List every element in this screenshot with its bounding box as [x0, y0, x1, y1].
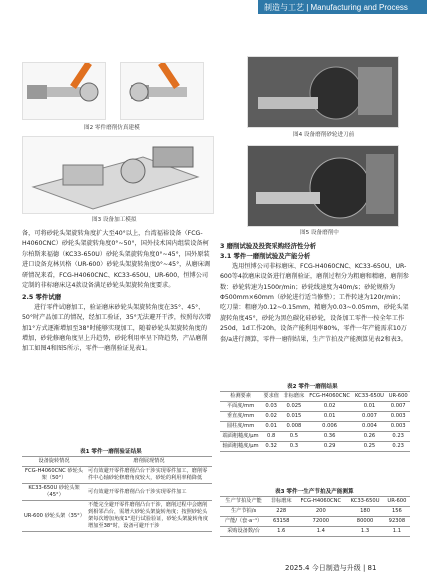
table-cell: 0.003: [386, 412, 410, 422]
table-cell: 1.4: [295, 527, 346, 537]
table-cell: 228: [267, 507, 295, 517]
table-2-header: FCG-H4060CNC: [307, 392, 353, 402]
fig4-drawing: [248, 57, 398, 127]
table-row: [220, 412, 410, 422]
header-title: 制造与工艺 | Manufacturing and Process: [264, 3, 408, 12]
fig2-right-drawing: [121, 63, 203, 119]
table-2-header: KC33-650U: [353, 392, 387, 402]
right-paragraph-1: 选用恒博公司非标磨床、FCG-H4060CNC、KC33-650U、UR-600等4款磨床设备进行磨削验证，磨削过程分为粗磨和精磨，磨削参数：砂轮转速为1500r/min；砂轮线速度为40m/s；砂轮规格为Φ500mm×60mm（砂轮进行适当修整）；工件转速为120r/min；吃刀量：粗磨为0.12~0.15mm，精磨为0.03~0.05mm，砂轮头架旋转角度45°，砂轮为黑色碳化硅砂轮，设备加工零件一按全年工作250d，1d工作20h，设备产能利用率80%，零件一年产能需求10万套/a进行测算，零件一磨削结果，生产节拍及产能测算见表2和表3。: [220, 262, 409, 343]
figure-2-caption: 图2 零件磨削仿真建模: [84, 125, 140, 131]
table-3-header: FCG-H4060CNC: [295, 497, 346, 507]
table-cell: 0.02: [307, 402, 353, 412]
table-cell: 0.004: [353, 422, 387, 432]
table-cell: 0.23: [386, 432, 410, 442]
table-row: [220, 527, 410, 537]
table-cell: 0.26: [353, 432, 387, 442]
table-2-header: 非标磨床: [281, 392, 306, 402]
table-cell: 72000: [295, 517, 346, 527]
table-3-header: 生产节拍及产能: [220, 497, 267, 507]
table-3-header-row: [220, 497, 410, 507]
table-cell: 0.3: [281, 442, 306, 452]
table-1-title: 表1 零件一磨削验证结果: [80, 449, 142, 455]
figure-2-image-right: [120, 62, 204, 120]
table-cell: 端面粗糙度/μm: [220, 432, 261, 442]
table-1: [22, 456, 212, 532]
section-3-1-heading: 3.1 零件一磨削试验及产能分析: [220, 252, 311, 261]
table-cell: 0.01: [261, 422, 281, 432]
table-cell: 0.007: [386, 402, 410, 412]
table-cell: 0.008: [281, 422, 306, 432]
figure-4-image: [247, 56, 399, 128]
table-cell: 0.007: [353, 412, 387, 422]
figure-2-image-left: [22, 62, 106, 120]
table-3-title: 表3 零件一生产节拍及产能测算: [275, 489, 354, 495]
table-cell: 0.003: [386, 422, 410, 432]
table-cell: 采购设备数/台: [220, 527, 267, 537]
table-cell: 轴面粗糙度/μm: [220, 442, 261, 452]
left-paragraph-2: 进行零件试磨加工，验证磨床砂轮头架旋转角度在35°、45°、50°时产品加工的情况，经加工验证，35°无法避开干涉，按照每次增加1°方式逐渐增加至38°时能够实现加工，随着砂轮头架旋转角度的增加，砂轮修磨角度呈上升趋势，砂轮利用率呈下降趋势，产品磨削加工如图4和图5所示，零件一磨削验证见表1。: [22, 303, 211, 353]
table-2-header-row: [220, 392, 410, 402]
table-cell: 0.015: [281, 412, 306, 422]
table-2-header: 要求值: [261, 392, 281, 402]
table-row: [22, 484, 212, 501]
table-cell: UR-600 砂轮头架（35°）: [22, 501, 86, 532]
table-cell: 可有效避开零件磨削凸台干涉实现零件加工，磨削零件中心轴砂轮修磨角度较大，砂轮的利用率稍降低: [86, 467, 212, 484]
table-cell: 平面度/mm: [220, 402, 261, 412]
table-row: [220, 402, 410, 412]
table-2-header: UR-600: [386, 392, 410, 402]
table-cell: 0.02: [261, 412, 281, 422]
table-2: [220, 391, 410, 452]
table-2-title: 表2 零件一磨削结果: [287, 384, 338, 390]
table-cell: 0.29: [307, 442, 353, 452]
table-3-header: UR-600: [384, 497, 410, 507]
table-cell: 0.8: [261, 432, 281, 442]
fig2-left-drawing: [23, 63, 105, 119]
table-1-header: 设备旋转情况: [22, 457, 86, 467]
table-cell: 0.5: [281, 432, 306, 442]
table-row: [220, 422, 410, 432]
table-cell: 生产节拍/s: [220, 507, 267, 517]
table-cell: 156: [384, 507, 410, 517]
section-3-heading: 3 磨削试验及投资采购经济性分析: [220, 242, 317, 250]
figure-3-caption: 图3 设备加工模拟: [92, 217, 137, 223]
right-column: [220, 241, 410, 345]
table-row: [220, 507, 410, 517]
table-1-header: 磨削展现情况: [86, 457, 212, 467]
fig5-drawing: [248, 146, 398, 226]
table-cell: 0.36: [307, 432, 353, 442]
table-2-header: 检测要素: [220, 392, 261, 402]
table-cell: 0.006: [307, 422, 353, 432]
table-cell: 可有效避开零件磨削凸台干涉实现零件加工: [86, 484, 212, 501]
figure-4-caption: 图4 设备磨削砂轮进刀前: [293, 132, 355, 138]
left-paragraph-1: 备，可将砂轮头架旋转角度扩大至40°以上，台湾福裕设备（FCG-H4060CNC）砂轮头架旋转角度0°~50°，国外技术国内组装设备柯尔柏斯来福德（KC33-650U）砂轮头架旋转角度0°~45°，国外原装进口设备克林贝格（UR-600）砂轮头架旋转角度0°~45°，从磨床调研情况来看，FCG-H4060CNC、KC33-650U、UR-600，恒博公司定制的非标磨床这4款设备满足砂轮头架旋转角度要求。: [22, 230, 211, 290]
table-cell: 产能/（套·a⁻¹）: [220, 517, 267, 527]
table-3: [220, 496, 410, 537]
table-cell: 0.32: [261, 442, 281, 452]
section-2-5-heading: 2.5 零件试磨: [22, 293, 62, 302]
table-cell: 不能完全避开零件磨削凸台干涉，磨削过程中会磨削到相邻凸台，需增大砂轮头架旋转角度；按照砂轮头架每次增加角度1°进行试验验证，砂轮头架旋转角度增加至38°时，设备可避开干涉: [86, 501, 212, 532]
table-row: [220, 432, 410, 442]
table-3-header: 非标磨床: [267, 497, 295, 507]
table-row: [220, 442, 410, 452]
table-cell: KC33-650U 砂轮头架（45°）: [22, 484, 86, 501]
table-row: [22, 501, 212, 532]
page-footer: 2025.4 今日制造与升级 | 81: [285, 564, 377, 572]
table-cell: 92308: [384, 517, 410, 527]
table-row: [22, 467, 212, 484]
table-1-header-row: [22, 457, 212, 467]
table-3-header: KC33-650U: [346, 497, 384, 507]
table-cell: 垂直度/mm: [220, 412, 261, 422]
table-cell: 200: [295, 507, 346, 517]
figure-5-image: [247, 145, 399, 227]
figure-3-image: [22, 136, 214, 214]
table-cell: 0.25: [353, 442, 387, 452]
table-cell: 1.3: [346, 527, 384, 537]
left-column: [22, 229, 212, 355]
table-cell: 180: [346, 507, 384, 517]
fig3-drawing: [23, 137, 213, 213]
table-cell: 0.23: [386, 442, 410, 452]
figure-5-caption: 图5 设备磨削中: [300, 230, 339, 236]
table-cell: 80000: [346, 517, 384, 527]
table-cell: 1.6: [267, 527, 295, 537]
table-cell: 0.025: [281, 402, 306, 412]
table-cell: 1.1: [384, 527, 410, 537]
table-cell: 圆柱度/mm: [220, 422, 261, 432]
table-cell: 0.03: [261, 402, 281, 412]
table-row: [220, 517, 410, 527]
table-cell: 63158: [267, 517, 295, 527]
table-cell: 0.01: [307, 412, 353, 422]
table-cell: 0.01: [353, 402, 387, 412]
table-cell: FCG-H4060CNC 砂轮头架（50°）: [22, 467, 86, 484]
